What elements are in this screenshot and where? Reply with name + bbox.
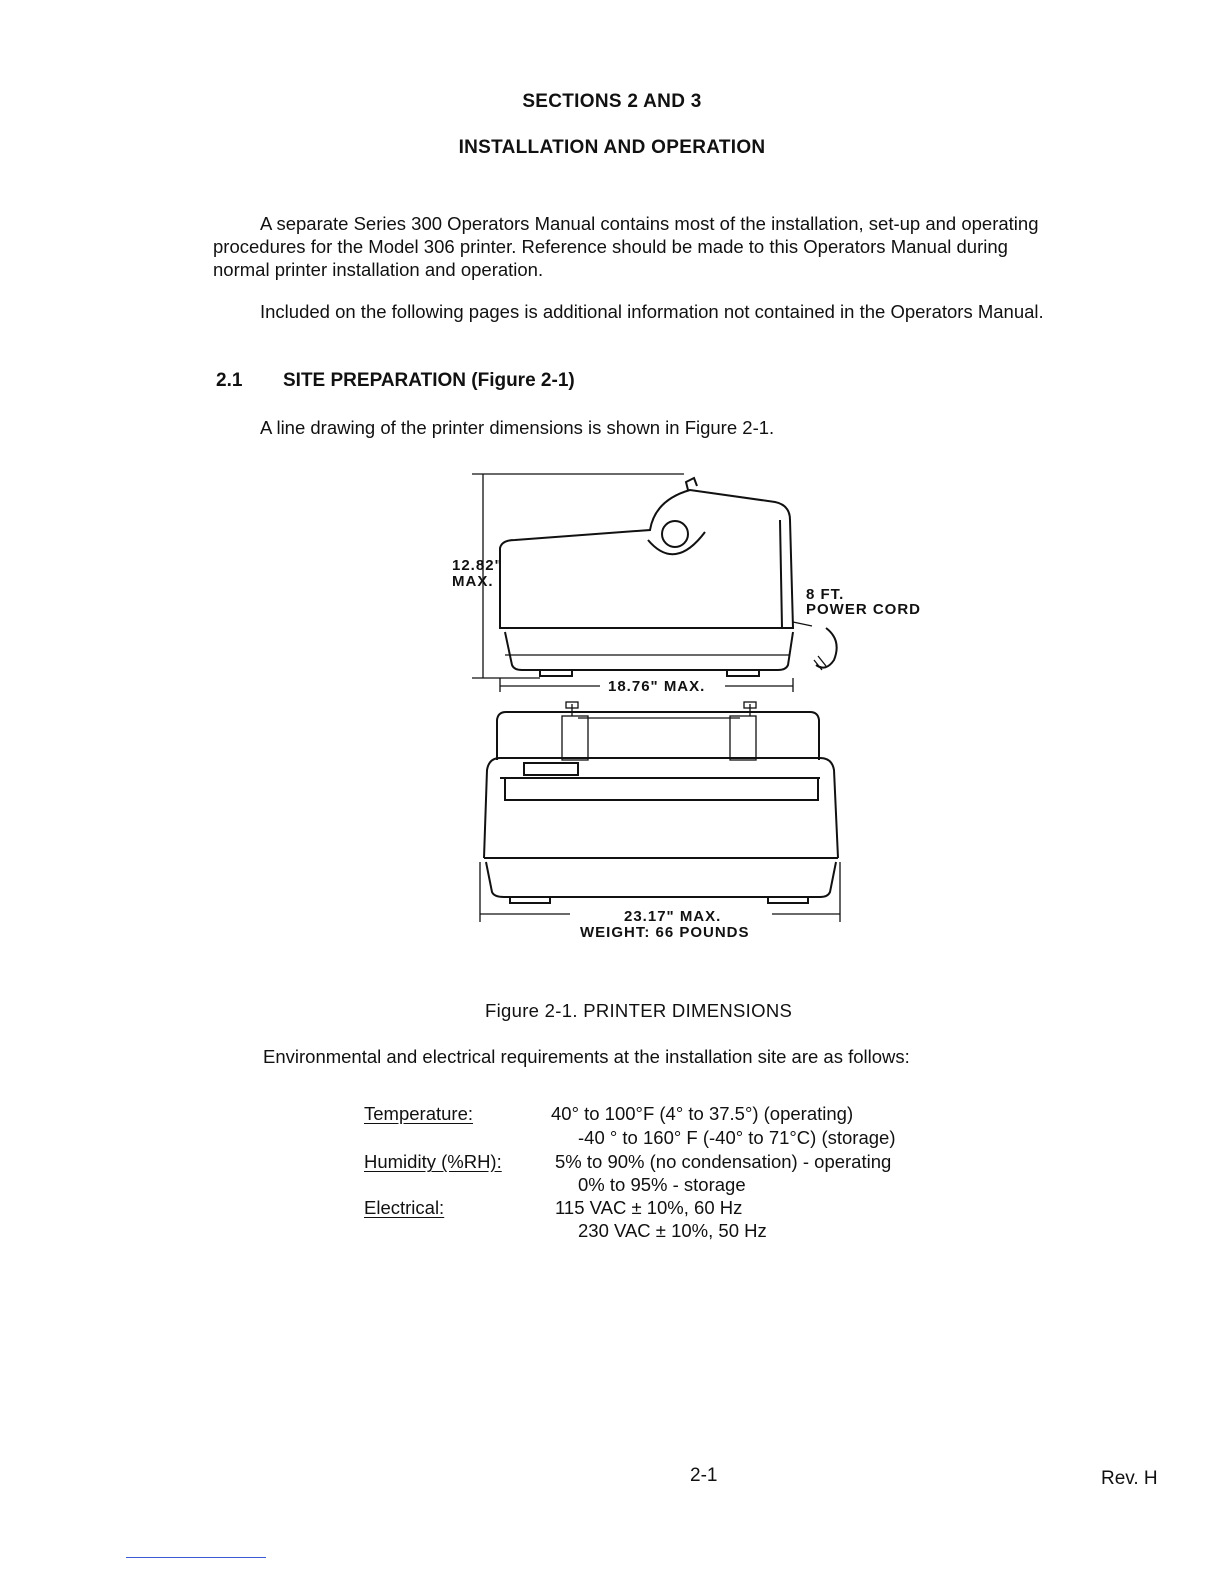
section-number: 2.1 xyxy=(216,370,243,391)
page-number: 2-1 xyxy=(690,1465,718,1486)
section-title: SITE PREPARATION (Figure 2-1) xyxy=(283,370,575,391)
humidity-storage: 0% to 95% - storage xyxy=(578,1174,746,1195)
temperature-label: Temperature: xyxy=(364,1103,473,1124)
humidity-label: Humidity (%RH): xyxy=(364,1151,502,1172)
figure-caption: Figure 2-1. PRINTER DIMENSIONS xyxy=(485,1000,793,1021)
front-view-printer xyxy=(484,702,838,903)
height-max-label: MAX. xyxy=(452,573,494,590)
width-label: 23.17" MAX. xyxy=(624,908,722,925)
electrical-50hz: 230 VAC ± 10%, 50 Hz xyxy=(578,1220,767,1241)
requirements-intro: Environmental and electrical requirements at the installation site are as follows: xyxy=(263,1046,910,1067)
platen-knob-icon xyxy=(662,521,688,547)
humidity-operating: 5% to 90% (no condensation) - operating xyxy=(555,1151,892,1172)
intro-paragraph-2: Included on the following pages is additional information not contained in the Operators Manual. xyxy=(260,301,1044,322)
side-view-printer xyxy=(500,478,837,676)
electrical-60hz: 115 VAC ± 10%, 60 Hz xyxy=(555,1197,743,1218)
height-label: 12.82" xyxy=(452,557,503,574)
page-title: INSTALLATION AND OPERATION xyxy=(458,137,766,158)
temperature-operating: 40° to 100°F (4° to 37.5°) (operating) xyxy=(551,1103,854,1124)
bottom-rule xyxy=(126,1557,266,1558)
weight-label: WEIGHT: 66 POUNDS xyxy=(580,924,750,941)
power-cord-length-label: 8 FT. xyxy=(806,586,845,603)
section-text: A line drawing of the printer dimensions is shown in Figure 2-1. xyxy=(260,417,775,438)
revision-label: Rev. H xyxy=(1101,1468,1158,1489)
power-cord-icon xyxy=(793,622,812,626)
electrical-label: Electrical: xyxy=(364,1197,445,1218)
power-cord-label: POWER CORD xyxy=(806,601,921,618)
depth-label: 18.76" MAX. xyxy=(608,678,706,695)
temperature-storage: -40 ° to 160° F (-40° to 71°C) (storage) xyxy=(578,1127,896,1148)
intro-line-1: A separate Series 300 Operators Manual contains most of the installation, set-up and operating xyxy=(260,213,1039,234)
section-heading: SECTIONS 2 AND 3 xyxy=(522,91,702,112)
intro-line-3: normal printer installation and operation. xyxy=(213,259,544,280)
intro-line-2: procedures for the Model 306 printer. Reference should be made to this Operators Manual during xyxy=(213,236,1008,257)
